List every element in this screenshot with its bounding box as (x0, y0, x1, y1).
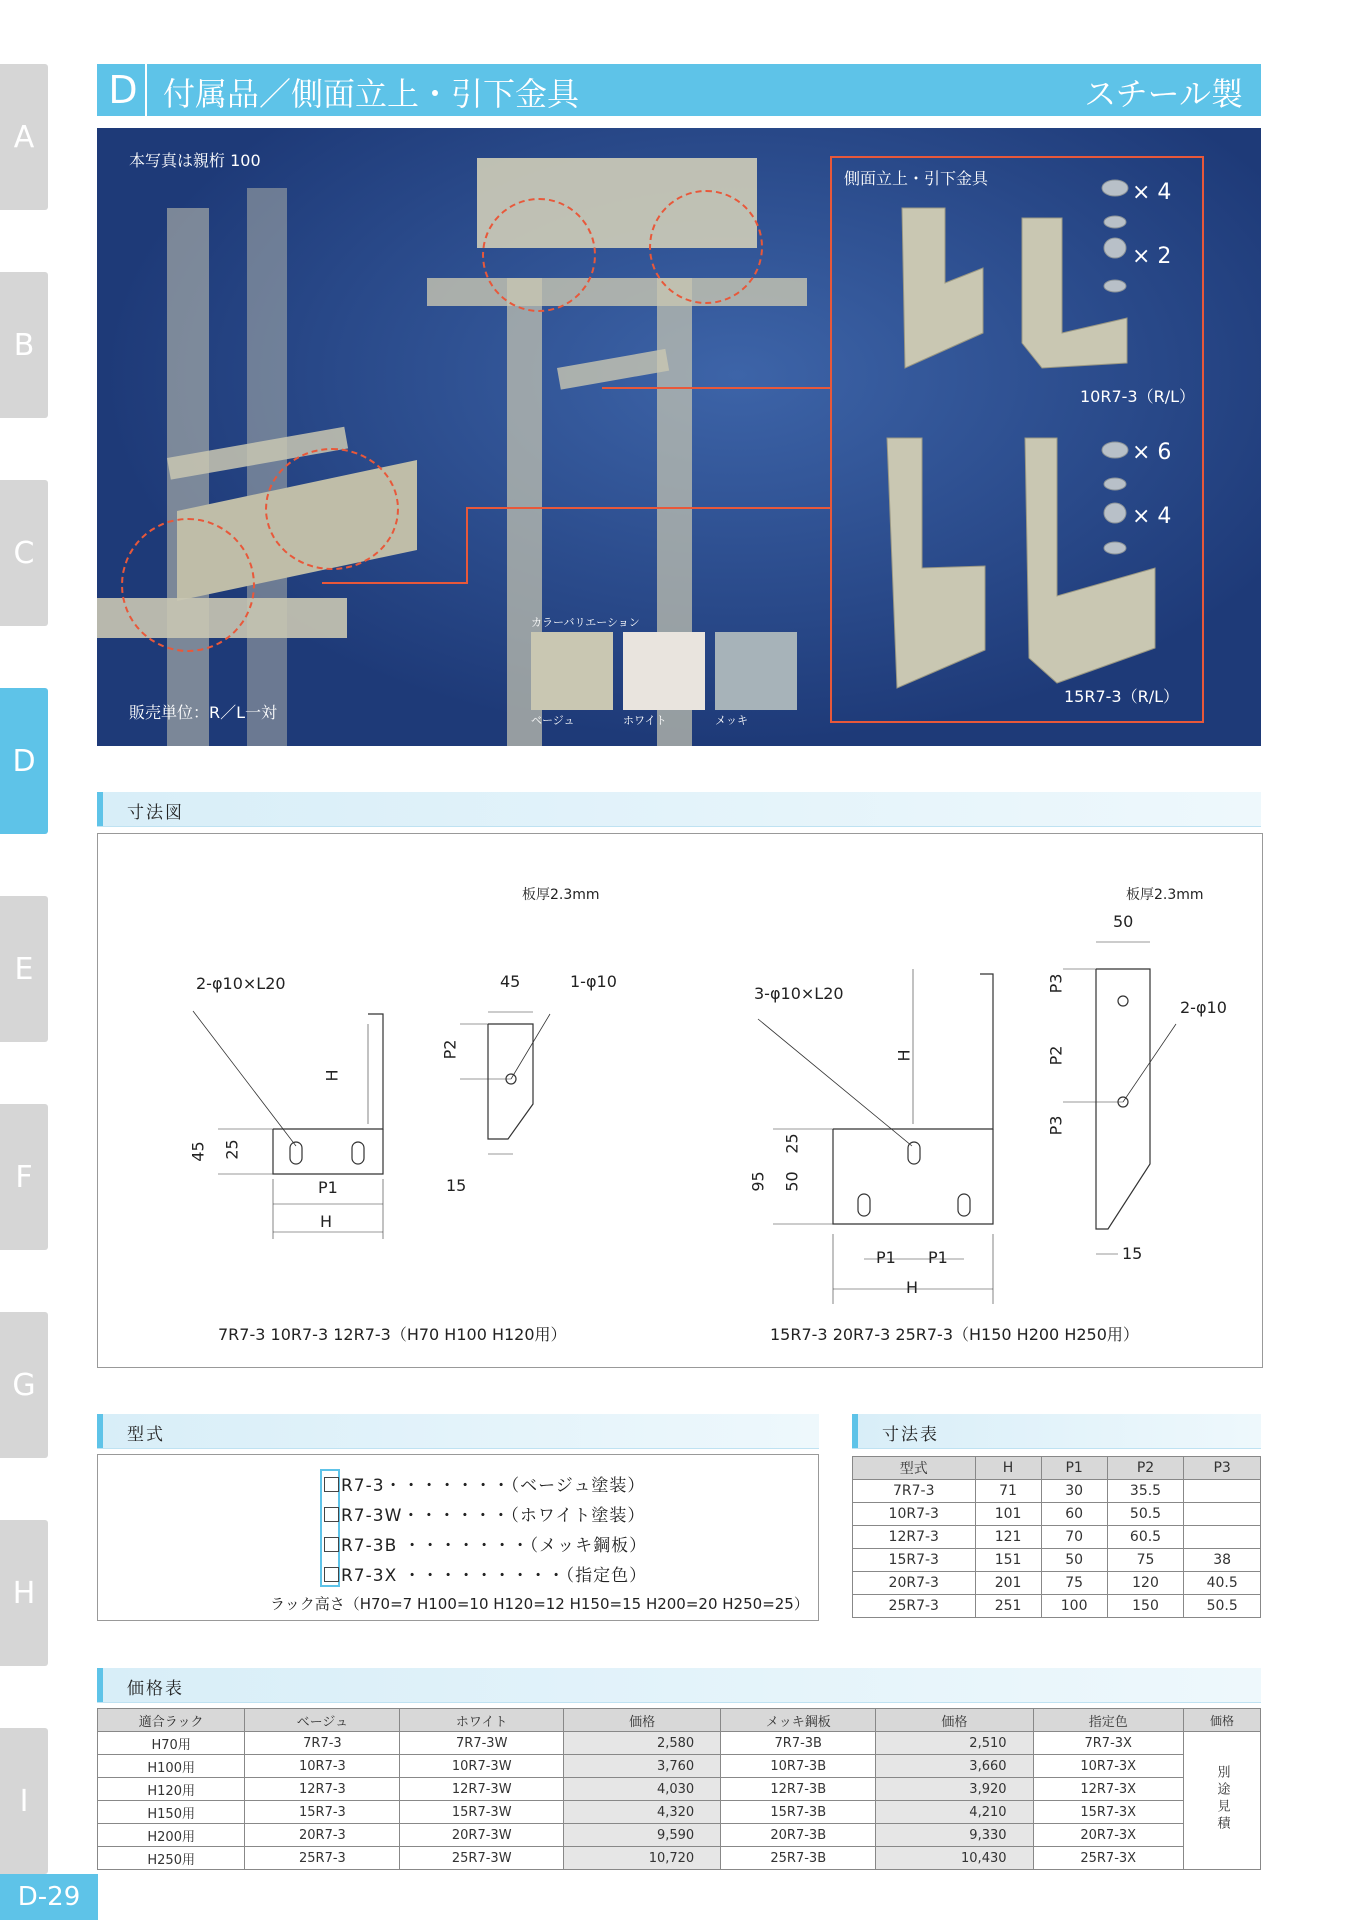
column-header: 価格 (564, 1709, 721, 1732)
side-tab-a[interactable]: A (0, 64, 48, 210)
page-title: 付属品／側面立上・引下金具 (163, 75, 580, 113)
table-cell: 50 (1041, 1549, 1107, 1572)
price-table (97, 1708, 1261, 1870)
table-cell: 12R7-3 (245, 1778, 400, 1801)
price-cell: 3,920 (876, 1778, 1033, 1801)
column-header: 適合ラック (98, 1709, 245, 1732)
hole-note: 3-φ10×L20 (754, 984, 844, 1003)
table-cell: 75 (1041, 1572, 1107, 1595)
drawing-caption: 7R7-3 10R7-3 12R7-3（H70 H100 H120用） (218, 1325, 567, 1344)
price-cell: 10,430 (876, 1847, 1033, 1870)
table-header-row (853, 1457, 1261, 1480)
table-cell: 75 (1107, 1549, 1184, 1572)
table-cell: 30 (1041, 1480, 1107, 1503)
column-header: P1 (1041, 1457, 1107, 1480)
table-cell: H150用 (98, 1801, 245, 1824)
set1-bolt-count: × 4 (1132, 180, 1172, 205)
table-cell: 60.5 (1107, 1526, 1184, 1549)
model-line: R7-3B ・・・・・・・（メッキ鋼板） (324, 1531, 647, 1556)
section-title: 寸法表 (882, 1425, 939, 1445)
dim-label: 25 (782, 1133, 802, 1154)
side-tab-i[interactable]: I (0, 1728, 48, 1874)
table-cell: 70 (1041, 1526, 1107, 1549)
swatch-plated (715, 632, 797, 710)
table-row (98, 1778, 1261, 1801)
table-header-row (98, 1709, 1261, 1732)
table-cell: 201 (975, 1572, 1041, 1595)
table-row (853, 1572, 1261, 1595)
set1-model-label: 10R7-3（R/L） (1080, 387, 1196, 406)
table-cell (1184, 1503, 1261, 1526)
set2-nut-count: × 4 (1132, 504, 1172, 529)
model-code-box (97, 1454, 819, 1621)
table-cell: 101 (975, 1503, 1041, 1526)
set2-model-label: 15R7-3（R/L） (1064, 687, 1180, 706)
table-cell: 25R7-3 (853, 1595, 976, 1618)
table-cell: 35.5 (1107, 1480, 1184, 1503)
set2-bolt-count: × 6 (1132, 440, 1172, 465)
table-cell: 25R7-3W (400, 1847, 564, 1870)
page-number: D-29 (0, 1874, 98, 1920)
rack-height-note: ラック高さ（H70=7 H100=10 H120=12 H150=15 H200=20 H250=25） (270, 1595, 809, 1613)
table-cell: 25R7-3 (245, 1847, 400, 1870)
dim-label: H (322, 1069, 342, 1082)
table-cell: 20R7-3W (400, 1824, 564, 1847)
section-title: 型式 (127, 1425, 165, 1445)
dim-label: 15 (446, 1176, 467, 1195)
column-header: 価格 (876, 1709, 1033, 1732)
dim-label: 15 (1122, 1244, 1143, 1263)
dimension-drawing (97, 833, 1263, 1368)
side-tab-f[interactable]: F (0, 1104, 48, 1250)
price-cell: 3,660 (876, 1755, 1033, 1778)
drawing-caption: 15R7-3 20R7-3 25R7-3（H150 H200 H250用） (770, 1325, 1139, 1344)
table-cell: 12R7-3B (721, 1778, 876, 1801)
table-row (98, 1847, 1261, 1870)
highlight-circle (482, 198, 596, 312)
model-line: R7-3W・・・・・・（ホワイト塗装） (324, 1501, 645, 1526)
size-table (852, 1456, 1261, 1618)
dim-label: 45 (500, 972, 521, 991)
table-cell: 7R7-3 (245, 1732, 400, 1755)
column-header: 型式 (853, 1457, 976, 1480)
plate-thickness: 板厚2.3mm (522, 887, 600, 903)
swatch-white (623, 632, 705, 710)
price-cell: 3,760 (564, 1755, 721, 1778)
plate-thickness: 板厚2.3mm (1126, 887, 1204, 903)
price-cell: 4,030 (564, 1778, 721, 1801)
table-row (853, 1526, 1261, 1549)
set1-nut-count: × 2 (1132, 244, 1172, 269)
side-tab-c[interactable]: C (0, 480, 48, 626)
table-cell: 20R7-3X (1033, 1824, 1183, 1847)
model-line: R7-3X ・・・・・・・・・（指定色） (324, 1561, 647, 1586)
dim-label: P1 (876, 1248, 896, 1267)
model-line: R7-3・・・・・・・（ベージュ塗装） (324, 1471, 645, 1496)
table-cell: 12R7-3 (853, 1526, 976, 1549)
table-cell: 10R7-3 (853, 1503, 976, 1526)
highlight-circle (649, 190, 763, 304)
table-cell: 121 (975, 1526, 1041, 1549)
table-row (98, 1801, 1261, 1824)
table-cell: 10R7-3B (721, 1755, 876, 1778)
table-cell: 60 (1041, 1503, 1107, 1526)
section-title: 寸法図 (127, 803, 184, 823)
column-header: メッキ鋼板 (721, 1709, 876, 1732)
photo-caption: 本写真は親桁 100 (129, 151, 261, 170)
size-table-header (852, 1414, 1261, 1449)
table-cell: 10R7-3W (400, 1755, 564, 1778)
sales-unit-note: 販売単位：R／L一対 (129, 703, 278, 722)
table-cell: 15R7-3 (853, 1549, 976, 1572)
table-cell: 10R7-3X (1033, 1755, 1183, 1778)
table-cell (1184, 1480, 1261, 1503)
table-cell: 251 (975, 1595, 1041, 1618)
bracket-callout (830, 156, 1204, 723)
table-cell: 15R7-3 (245, 1801, 400, 1824)
dim-label: 50 (1113, 912, 1134, 931)
product-photo (97, 128, 1261, 746)
material-label: スチール製 (1084, 75, 1243, 113)
table-cell: 7R7-3X (1033, 1732, 1183, 1755)
side-tab-g[interactable]: G (0, 1312, 48, 1458)
table-cell: 25R7-3X (1033, 1847, 1183, 1870)
column-header: ホワイト (400, 1709, 564, 1732)
table-cell: 15R7-3B (721, 1801, 876, 1824)
column-header: H (975, 1457, 1041, 1480)
table-cell: 120 (1107, 1572, 1184, 1595)
table-cell: 20R7-3B (721, 1824, 876, 1847)
price-cell: 9,590 (564, 1824, 721, 1847)
table-cell: H100用 (98, 1755, 245, 1778)
section-header (97, 64, 1261, 116)
dimension-section-header (97, 792, 1261, 827)
table-row (98, 1755, 1261, 1778)
column-header: 価格 (1183, 1709, 1260, 1732)
swatch-label: ホワイト (623, 714, 667, 727)
table-cell: 40.5 (1184, 1572, 1261, 1595)
hole-note: 2-φ10 (1180, 998, 1227, 1017)
side-tab-h[interactable]: H (0, 1520, 48, 1666)
swatch-label: メッキ (715, 714, 748, 727)
table-cell: 38 (1184, 1549, 1261, 1572)
table-cell: 10R7-3 (245, 1755, 400, 1778)
table-cell: H250用 (98, 1847, 245, 1870)
column-header: 指定色 (1033, 1709, 1183, 1732)
dim-label: 50 (782, 1171, 802, 1192)
table-cell: 20R7-3 (853, 1572, 976, 1595)
table-cell: 71 (975, 1480, 1041, 1503)
price-cell: 2,580 (564, 1732, 721, 1755)
highlight-circle (121, 518, 255, 652)
table-row (853, 1595, 1261, 1618)
table-cell: 7R7-3B (721, 1732, 876, 1755)
callout-title: 側面立上・引下金具 (844, 169, 989, 188)
price-cell: 10,720 (564, 1847, 721, 1870)
side-tab-d[interactable]: D (0, 688, 48, 834)
side-tab-b[interactable]: B (0, 272, 48, 418)
table-cell: 7R7-3 (853, 1480, 976, 1503)
table-cell: H200用 (98, 1824, 245, 1847)
price-table-header (97, 1668, 1261, 1703)
quote-note: 別途見積 (1183, 1732, 1260, 1870)
dim-label: P2 (440, 1039, 460, 1060)
model-section-header (97, 1414, 819, 1449)
dim-label: P1 (928, 1248, 948, 1267)
table-cell: 100 (1041, 1595, 1107, 1618)
dim-label: H (906, 1278, 919, 1297)
price-cell: 2,510 (876, 1732, 1033, 1755)
drawing-lines (98, 834, 1262, 1367)
table-cell: H120用 (98, 1778, 245, 1801)
price-cell: 9,330 (876, 1824, 1033, 1847)
section-title: 価格表 (127, 1679, 184, 1699)
dim-label: P2 (1046, 1045, 1066, 1066)
color-variation-title: カラーバリエーション (531, 616, 640, 629)
table-cell: 50.5 (1107, 1503, 1184, 1526)
swatch-label: ベージュ (531, 714, 575, 727)
dim-label: P1 (318, 1178, 338, 1197)
table-cell (1184, 1526, 1261, 1549)
table-row (98, 1732, 1261, 1755)
dim-label: H (894, 1049, 914, 1062)
table-cell: H70用 (98, 1732, 245, 1755)
hole-note: 1-φ10 (570, 972, 617, 991)
table-cell: 7R7-3W (400, 1732, 564, 1755)
price-cell: 4,210 (876, 1801, 1033, 1824)
table-cell: 50.5 (1184, 1595, 1261, 1618)
table-row (853, 1480, 1261, 1503)
table-cell: 20R7-3 (245, 1824, 400, 1847)
table-cell: 25R7-3B (721, 1847, 876, 1870)
dim-label: 45 (188, 1141, 208, 1162)
table-cell: 150 (1107, 1595, 1184, 1618)
price-cell: 4,320 (564, 1801, 721, 1824)
table-cell: 15R7-3X (1033, 1801, 1183, 1824)
dim-label: H (320, 1212, 333, 1231)
side-tab-e[interactable]: E (0, 896, 48, 1042)
column-header: ベージュ (245, 1709, 400, 1732)
hole-note: 2-φ10×L20 (196, 974, 286, 993)
column-header: P3 (1184, 1457, 1261, 1480)
dim-label: 25 (222, 1139, 242, 1160)
table-cell: 151 (975, 1549, 1041, 1572)
column-header: P2 (1107, 1457, 1184, 1480)
highlight-circle (265, 448, 399, 570)
table-cell: 12R7-3X (1033, 1778, 1183, 1801)
table-cell: 15R7-3W (400, 1801, 564, 1824)
table-row (98, 1824, 1261, 1847)
swatch-beige (531, 632, 613, 710)
dim-label: P3 (1046, 1115, 1066, 1136)
table-row (853, 1503, 1261, 1526)
section-letter: D (101, 64, 147, 116)
table-cell: 12R7-3W (400, 1778, 564, 1801)
dim-label: P3 (1046, 973, 1066, 994)
table-row (853, 1549, 1261, 1572)
dim-label: 95 (748, 1171, 768, 1192)
